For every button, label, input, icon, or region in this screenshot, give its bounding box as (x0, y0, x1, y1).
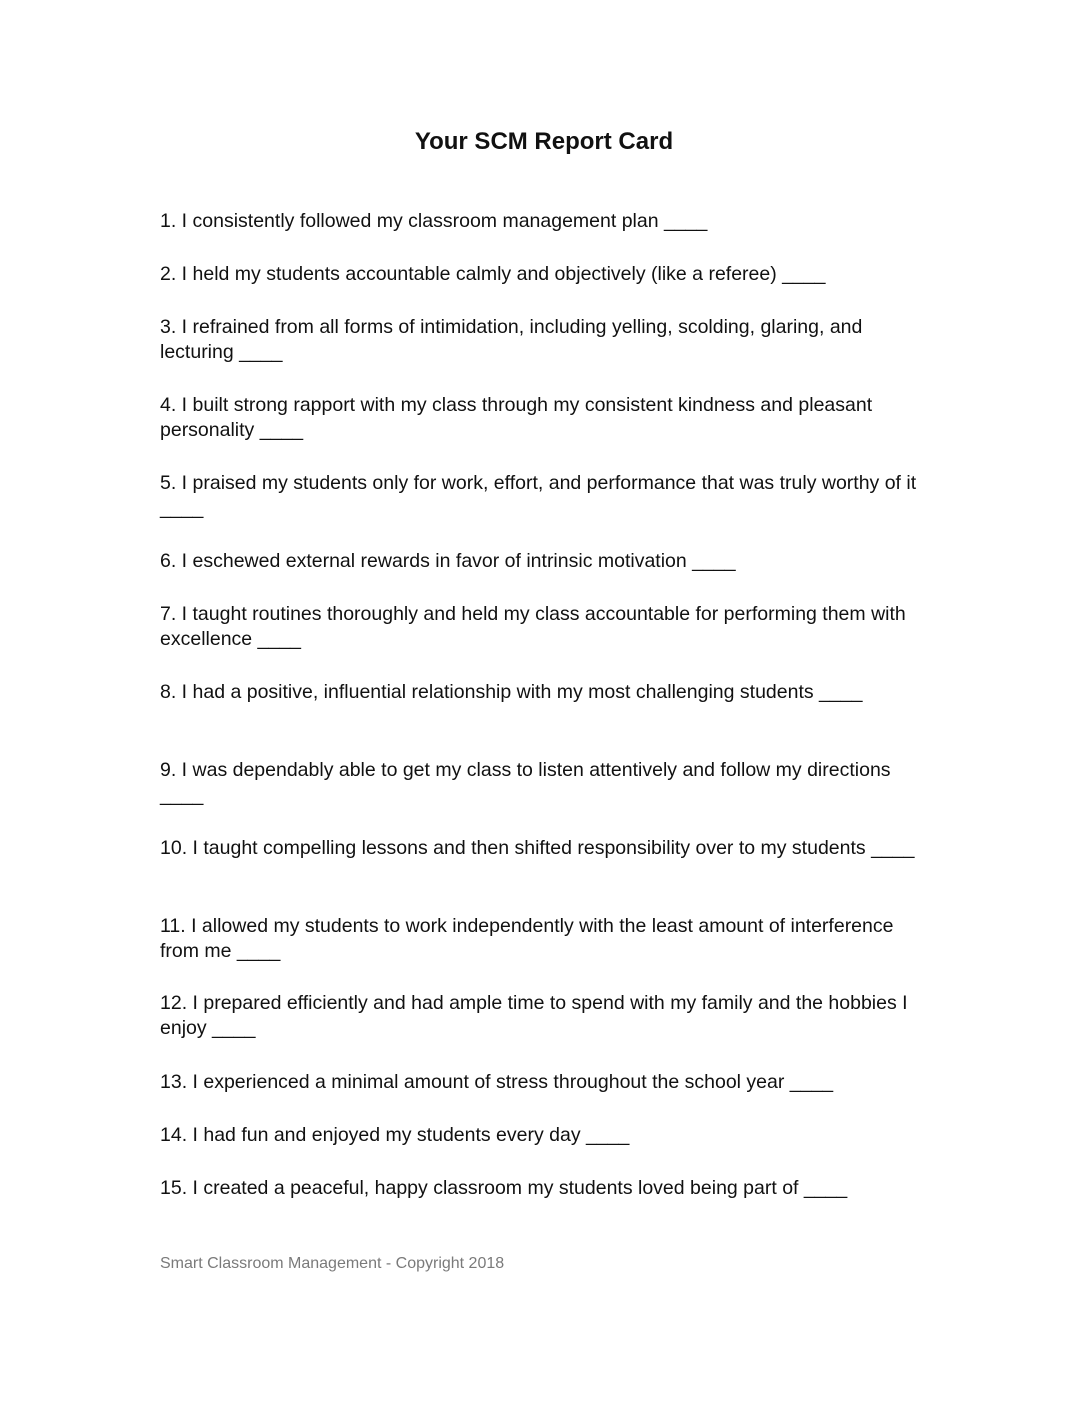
report-item-11: 11. I allowed my students to work independently with the least amount of interference from me ____ (160, 915, 894, 962)
report-item-5: 5. I praised my students only for work, effort, and performance that was truly worthy of it ____ (160, 472, 917, 519)
report-item-4: 4. I built strong rapport with my class through my consistent kindness and pleasant personality ____ (160, 394, 873, 441)
report-item-3: 3. I refrained from all forms of intimidation, including yelling, scolding, glaring, and lecturing ____ (160, 316, 863, 363)
report-item-8: 8. I had a positive, influential relationship with my most challenging students ____ (160, 681, 863, 703)
report-item-15: 15. I created a peaceful, happy classroom my students loved being part of ____ (160, 1177, 848, 1199)
report-item-9: 9. I was dependably able to get my class to listen attentively and follow my directions ____ (160, 759, 891, 806)
report-item-6: 6. I eschewed external rewards in favor of intrinsic motivation ____ (160, 550, 736, 572)
report-item-10: 10. I taught compelling lessons and then shifted responsibility over to my students ____ (160, 837, 915, 859)
report-item-7: 7. I taught routines thoroughly and held my class accountable for performing them with excellence ____ (160, 603, 906, 650)
copyright-footer: Smart Classroom Management - Copyright 2018 (160, 1255, 505, 1272)
report-item-12: 12. I prepared efficiently and had ample time to spend with my family and the hobbies I enjoy ____ (160, 992, 908, 1039)
page-title: Your SCM Report Card (414, 128, 674, 155)
report-item-13: 13. I experienced a minimal amount of stress throughout the school year ____ (160, 1071, 834, 1093)
report-item-2: 2. I held my students accountable calmly and objectively (like a referee) ____ (160, 263, 826, 285)
report-item-1: 1. I consistently followed my classroom management plan ____ (160, 210, 708, 232)
report-item-14: 14. I had fun and enjoyed my students every day ____ (160, 1124, 630, 1146)
